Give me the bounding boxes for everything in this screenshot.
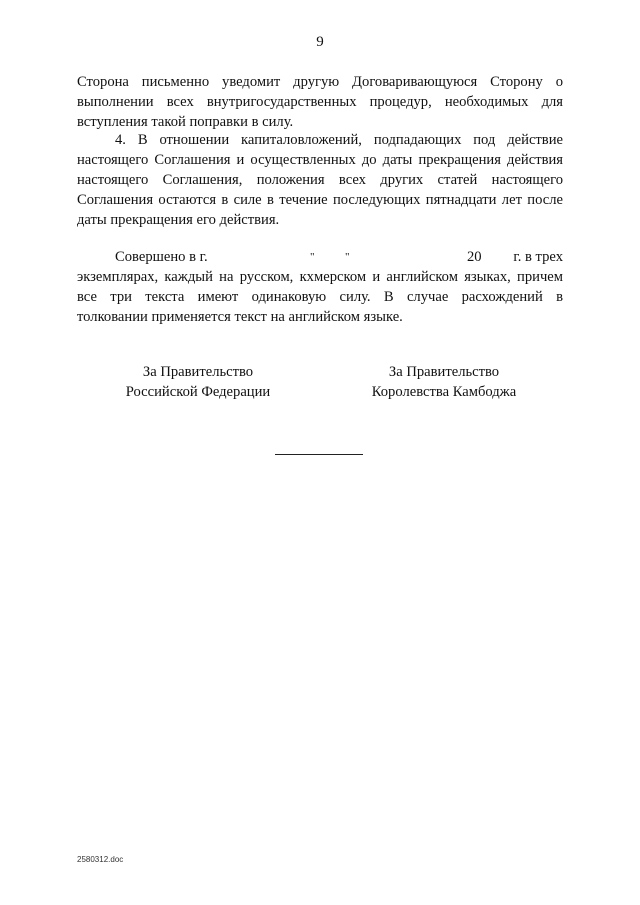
year-suffix: г. в трех <box>513 249 563 265</box>
text-line: Сторона письменно уведомит другую Договаривающуюся Сторону о <box>77 74 563 90</box>
quote-close: " <box>345 251 350 263</box>
document-id: 2580312.doc <box>77 855 124 864</box>
text-line: Соглашения остаются в силе в течение последующих пятнадцати лет после <box>77 192 563 208</box>
signature-russia-line2: Российской Федерации <box>125 384 271 400</box>
quote-open: " <box>310 251 315 263</box>
concluded-prefix: Совершено в г. <box>115 249 208 265</box>
signature-cambodia <box>334 362 554 402</box>
text-line: настоящего Соглашения и осуществленных до даты прекращения действия <box>77 152 563 168</box>
text-line: вступления такой поправки в силу. <box>77 114 294 130</box>
paragraph-done-at <box>77 247 563 327</box>
concluded-line <box>77 247 563 267</box>
text-line: все три текста имеют одинаковую силу. В случае расхождений в <box>77 289 563 305</box>
paragraph-amendment-notice <box>77 72 563 132</box>
paragraph-investments-clause <box>77 130 563 230</box>
signature-russia <box>88 362 308 402</box>
text-line: настоящего Соглашения, положения всех других статей настоящего <box>77 172 563 188</box>
year-prefix: 20 <box>467 249 482 265</box>
text-line: толковании применяется текст на английском языке. <box>77 309 403 325</box>
text-line: даты прекращения его действия. <box>77 212 280 228</box>
page-number: 9 <box>316 34 324 50</box>
separator-line <box>275 454 363 455</box>
signature-russia-line1: За Правительство <box>142 364 254 380</box>
text-line: экземплярах, каждый на русском, кхмерском и английском языках, причем <box>77 269 563 285</box>
signature-cambodia-line2: Королевства Камбоджа <box>371 384 517 400</box>
signature-cambodia-line1: За Правительство <box>388 364 500 380</box>
text-line: 4. В отношении капиталовложений, подпадающих под действие <box>115 132 563 148</box>
text-line: выполнении всех внутригосударственных процедур, необходимых для <box>77 94 563 110</box>
